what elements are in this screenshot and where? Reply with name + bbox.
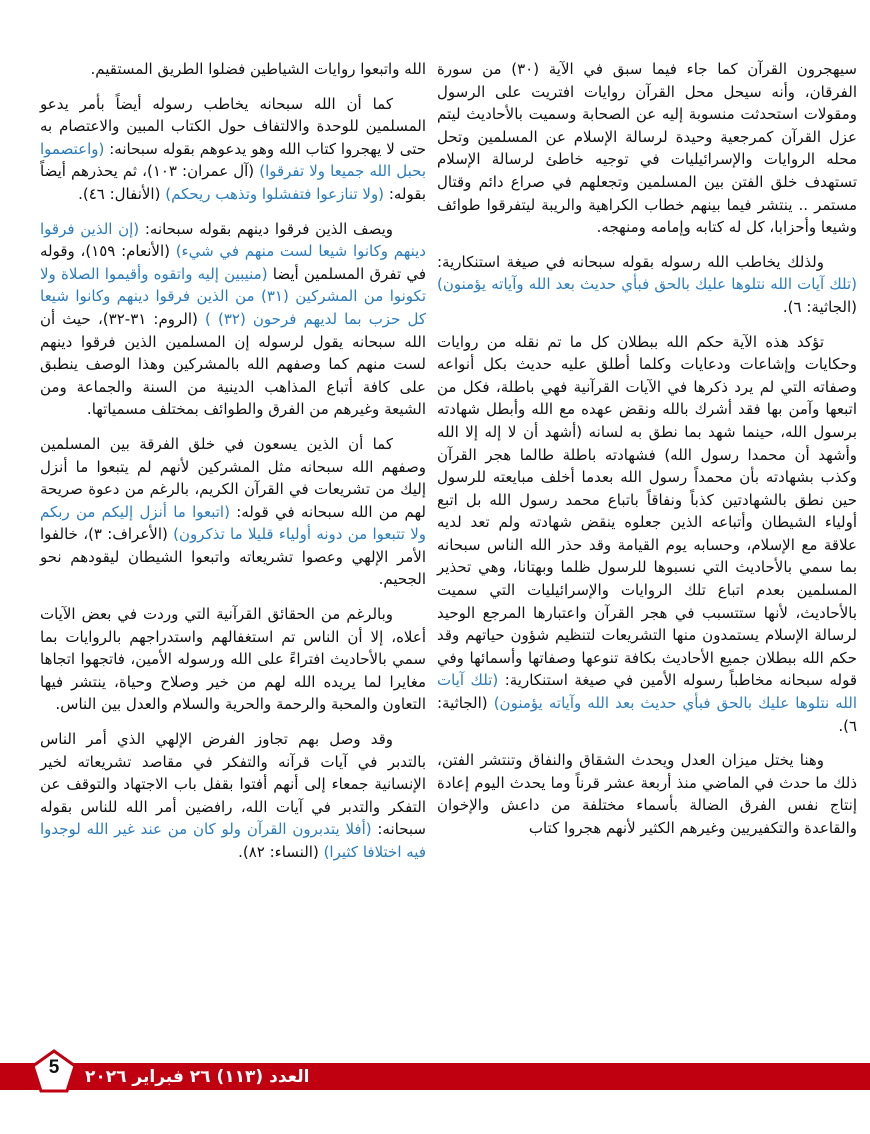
body-text: كما أن الله سبحانه يخاطب رسوله أيضاً بأمر يدعو المسلمين للوحدة والالتفاف حول الكتاب المبين والاعتصام به حتى لا يهجروا كتاب الله وهو يدعوهم بقوله سبحانه: [40,94,426,158]
body-text: ولذلك يخاطب الله رسوله بقوله سبحانه في صيغة استنكارية: [437,252,824,271]
page-number: 5 [48,1057,60,1078]
quran-quote: (إن الذين فرقوا دينهم وكانوا شيعا لست منهم في شيء) [40,219,426,261]
body-text: تؤكد هذه الآية حكم الله ببطلان كل ما تم نقله من روايات وحكايات وإشاعات ودعايات وكلما أطلق عليه حديث بكل أنواعه وصفاته التي لم يرد ذكرها في الآيات القرآنية فهي باطلة، فكل من اتبعها وآمن بها فقد أشرك بالله ونقض عهده مع الله وأبطل شهادته برسول الله، حينما شهد بما نطق به لسانه (أشهد أن لا إله إلا الله وأشهد أن محمدا رسول الله) فشهادته باطلة طالما هجر القرآن وكذب بشهادته بأن محمداً رسول الله بعدما أخلف مبايعته للرسول حين نطق بالشهادتين كذباً ونفاقاً باتباع محمد رسول الله بل اتبع أولياء الشيطان وأتباعه الذين جعلوه ينقض شهادته ولم تعد لديه علاقة مع الإسلام، وحسابه يوم القيامة وقد حذر الله الناس سبحانه بما سمي بالأحاديث التي نسبوها للرسول ظلما وبهتانا، وهي تحذير المسلمين بعدم اتباع تلك الروايات والإسرائيليات التي سميت بالأحاديث، لأنها ستتسبب في هجر القرآن واعتبارها المرجع الوحيد لرسالة الإسلام يستمدون منها التشريعات لتنظيم شؤون حياتهم وقد حكم الله ببطلان جميع الأحاديث بكافة تنوعها وصفاتها وأسمائها وفي قوله سبحانه مخاطباً رسوله الأمين في صيغة استنكارية: [437,332,857,690]
body-text: وبالرغم من الحقائق القرآنية التي وردت في بعض الآيات أعلاه، إلا أن الناس تم استغفالهم واستدراجهم بالروايات بما سمي بالأحاديث افتراءً على الله ورسوله الأمين، فاتجهوا اتجاها مغايرا لما يريده الله لهم من خير وصلاح وحياة، ينتشر فيها التعاون والمحبة والرحمة والحرية والسلام والعدل بين الناس. [40,605,426,714]
quran-quote: (واعتصموا بحبل الله جميعا ولا تفرقوا) [40,139,426,181]
article-column-left [40,58,426,876]
body-text: (الأعراف: ٣)، خالفوا الأمر الإلهي وعصوا تشريعاته واتبعوا الشيطان ليقودهم نحو الجحيم. [40,525,426,589]
body-text: (الأنفال: ٤٦). [78,184,166,203]
body-text: (الأنعام: ١٥٩)، وقوله في تفرق المسلمين أيضا [40,242,427,283]
quran-quote: (اتبعوا ما أنزل إليكم من ربكم ولا تتبعوا من دونه أولياء قليلا ما تذكرون) [40,502,426,544]
quran-quote: (منيبين إليه واتقوه وأقيموا الصلاة ولا تكونوا من المشركين (٣١) من الذين فرقوا دينهم وكانوا شيعا كل حزب بما لديهم فرحون (٣٢) ) [40,264,426,328]
body-text: (الجاثية: ٦). [437,694,857,735]
paragraph [437,749,857,839]
body-text: (آل عمران: ١٠٣)، ثم يحذرهم أيضاً بقوله: [40,162,426,203]
quran-quote: (تلك آيات الله نتلوها عليك بالحق فبأي حديث بعد الله وآياته يؤمنون) [437,275,857,294]
body-text: (الروم: ٣١-٣٢)، حيث أن الله سبحانه يقول لرسوله إن المسلمين الذين فرقوا دينهم لست منهم كما وصفهم الله بالمشركين وهذا الوصف ينطبق على كافة أتباع المذاهب الدينية من السنة والجماعة ومن الشيعة وغيرهم من الفرق والطوائف بمختلف مسمياتها. [40,309,426,419]
paragraph [40,433,426,591]
quran-quote: (أفلا يتدبرون القرآن ولو كان من عند غير الله لوجدوا فيه اختلافا كثيرا) [40,820,426,861]
paragraph [437,331,857,738]
paragraph [40,218,426,421]
body-text: سيهجرون القرآن كما جاء فيما سبق في الآية (٣٠) من سورة الفرقان، وأنه سيحل محل القرآن روايات افتريت على الرسول ومقولات استحدثت منسوبة إليه عن الصحابة وسميت بالأحاديث ليتم عزل القرآن كمرجعية وحيدة لرسالة الإسلام عن المسلمين وتحل محله الروايات والإسرائيليات في توجيه خاطئ لرسالة الإسلام تستهدف خلق الفتن بين المسلمين وتجعلهم في صراع دائم وقتال مستمر .. ينتشر فيما بينهم خطاب الكراهية والريبة ليتفرقوا طوائف وشيعا وأحزابا، كل له كتابه وإمامه ومنهجه. [437,60,857,237]
paragraph [437,58,857,239]
body-text: وقد وصل بهم تجاوز الفرض الإلهي الذي أمر الناس بالتدبر في آيات قرآنه والتفكر في مقاصد تشريعاته لخير الإنسانية جمعاء إلى أنهم أفتوا بقفل باب الاجتهاد والتوقف عن التفكر والتدبر في آيات الله، رافضين أمر الله للناس بقوله سبحانه: [40,730,426,839]
paragraph [40,603,426,716]
body-text: ويصف الذين فرقوا دينهم بقوله سبحانه: [139,219,393,238]
article-column-right [437,58,857,852]
body-text: وهنا يختل ميزان العدل ويحدث الشقاق والنفاق وتنتشر الفتن، ذلك ما حدث في الماضي منذ أربعة عشر قرناً وما يحدث اليوم إعادة إنتاج نفس الفرق الضالة بأسماء مختلفة من داعش والإخوان والقاعدة والتكفيريين وغيرهم الكثير لأنهم هجروا كتاب [437,751,857,837]
body-text: (النساء: ٨٢). [238,843,324,861]
issue-date: العدد (١١٣) ٢٦ فبراير ٢٠٢٦ [85,1067,310,1087]
paragraph [40,728,426,864]
paragraph [40,93,426,206]
quran-quote: (تلك آيات الله نتلوها عليك بالحق فبأي حديث بعد الله وآياته يؤمنون) [437,671,857,713]
body-text: (الجاثية: ٦). [782,297,857,316]
paragraph [437,251,857,319]
quran-quote: (ولا تنازعوا فتفشلوا وتذهب ريحكم) [165,184,385,203]
body-text: الله واتبعوا روايات الشياطين فضلوا الطريق المستقيم. [90,60,426,78]
body-text: كما أن الذين يسعون في خلق الفرقة بين المسلمين وصفهم الله سبحانه مثل المشركين لأنهم لم يتبعوا ما أنزل إليك من تشريعات في القرآن الكريم، بالرغم من دعوة صريحة لهم من الله سبحانه في قوله: [40,434,426,521]
paragraph [40,58,426,81]
